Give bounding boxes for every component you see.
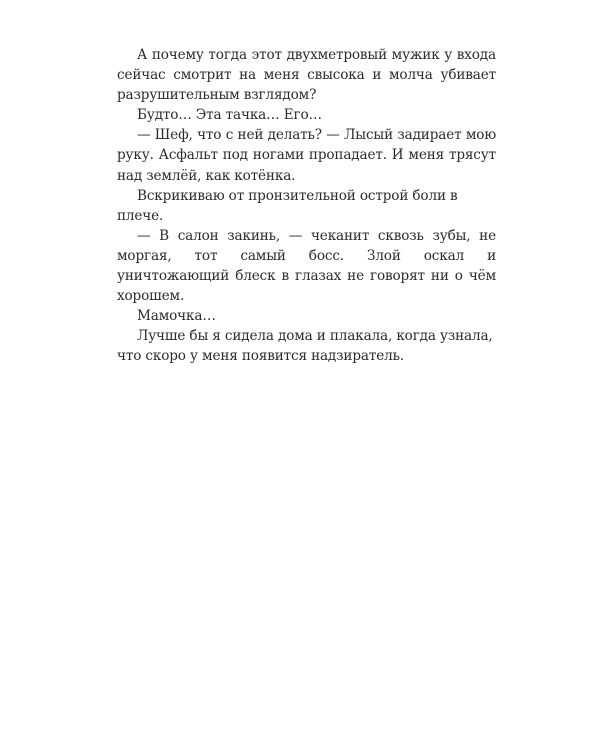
page-text-block bbox=[117, 45, 496, 367]
paragraph-5: — В салон закинь, — чеканит сквозь зубы, не моргая, тот самый босс. Злой оскал и уничтожающий блеск в глазах не говорят ни о чём хорошем. bbox=[117, 227, 496, 305]
paragraph-2: Будто… Эта тачка… Его… bbox=[137, 107, 322, 124]
paragraph-7: Лучше бы я сидела дома и плакала, когда узнала, что скоро у меня появится надзиратель. bbox=[117, 328, 493, 365]
paragraph-4: Вскрикиваю от пронзительной острой боли в плече. bbox=[117, 187, 458, 224]
paragraph-1: А почему тогда этот двухметровый мужик у входа сейчас смотрит на меня свысока и молча убивает разрушительным взглядом? bbox=[117, 47, 496, 104]
paragraph-6: Мамочка… bbox=[137, 308, 216, 325]
paragraph-3: — Шеф, что с ней делать? — Лысый задирает мою руку. Асфальт под ногами пропадает. И меня трясут над землёй, как котёнка. bbox=[117, 127, 496, 184]
